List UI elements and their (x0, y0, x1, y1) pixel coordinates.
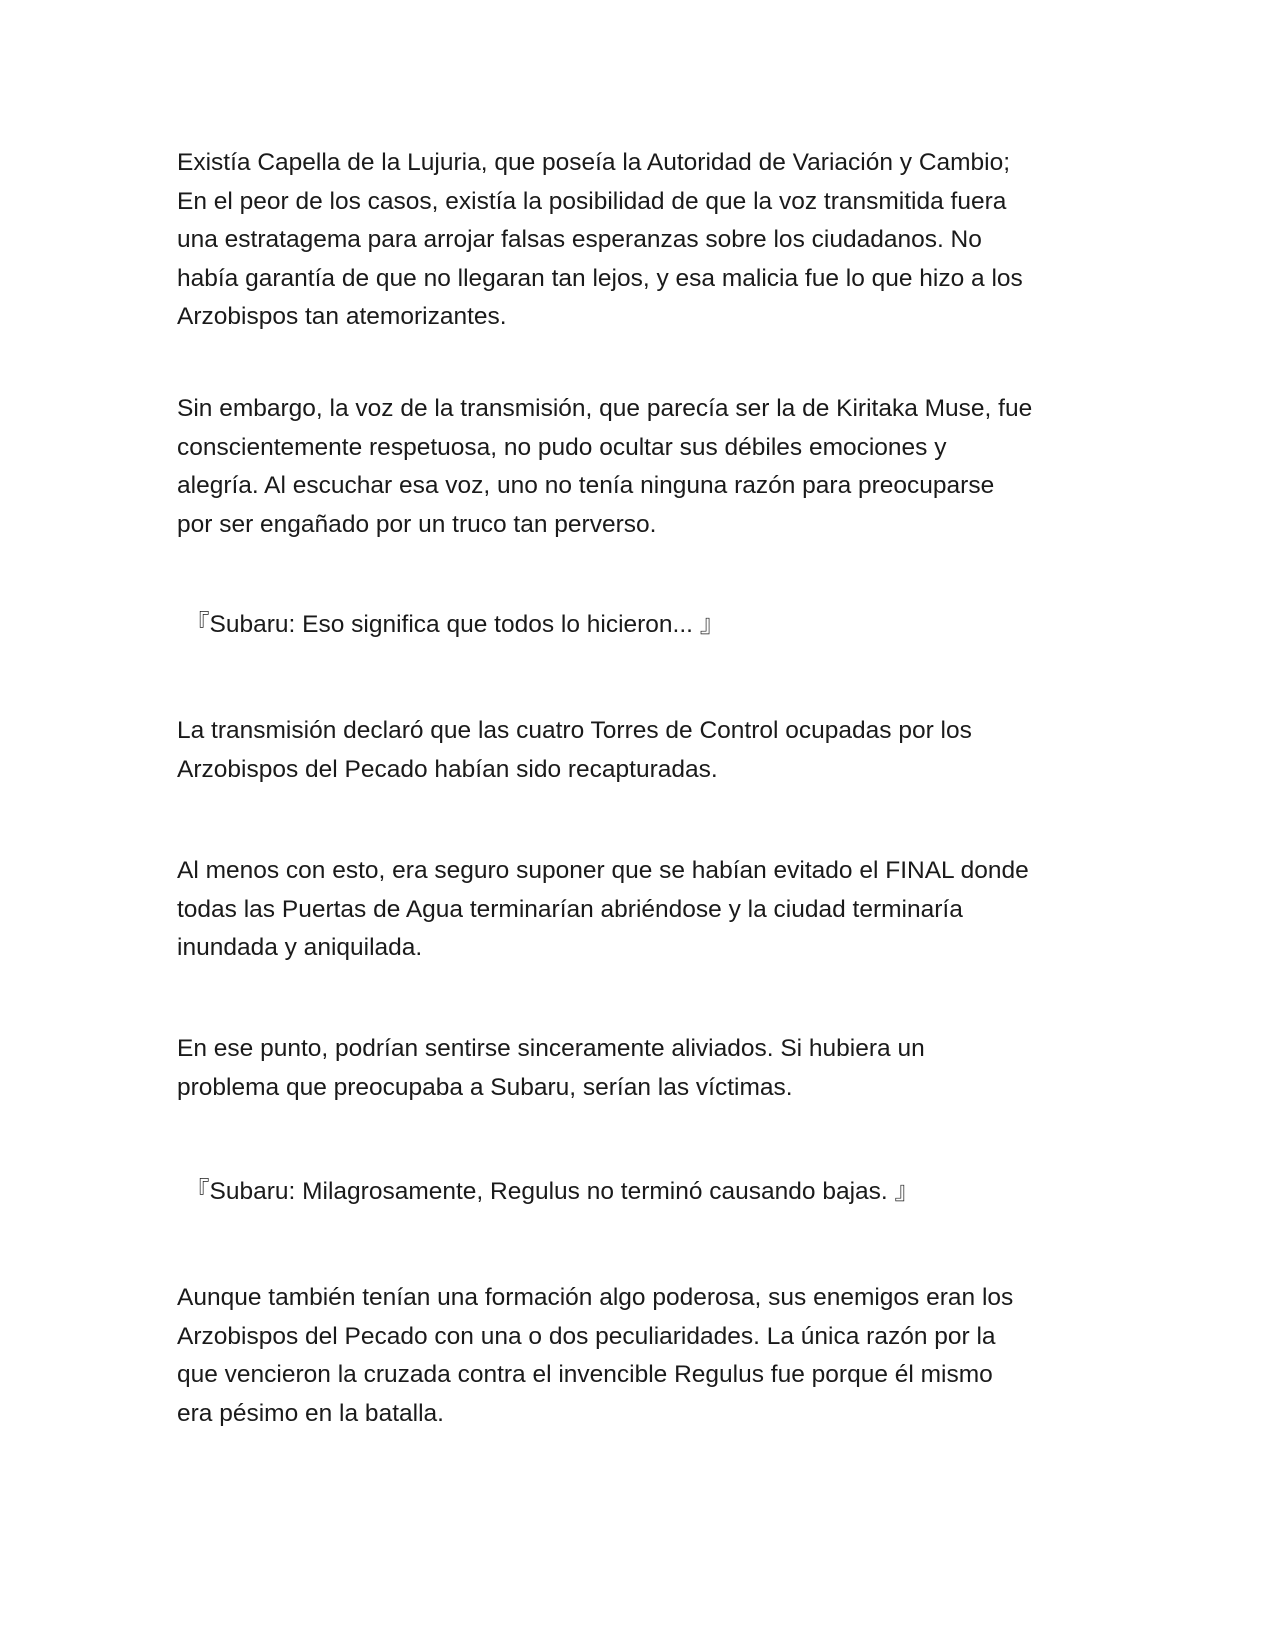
paragraph-capella: Existía Capella de la Lujuria, que poseía la Autoridad de Variación y Cambio; En el peor de los casos, existía la posibilidad de que la voz transmitida fuera una estratagema para arrojar falsas esperanzas sobre los ciudadanos. No había garantía de que no llegaran tan lejos, y esa malicia fue lo que hizo a los Arzobispos tan atemorizantes. (177, 149, 1023, 330)
dialogue-subaru-everyone: 『Subaru: Eso significa que todos lo hicieron... 』 (185, 611, 725, 638)
paragraph-water-gates: Al menos con esto, era seguro suponer que se habían evitado el FINAL donde todas las Puertas de Agua terminarían abriéndose y la ciudad terminaría inundada y aniquilada. (177, 857, 1029, 961)
dialogue-subaru-regulus: 『Subaru: Milagrosamente, Regulus no terminó causando bajas. 』 (185, 1178, 920, 1205)
paragraph-relief: En ese punto, podrían sentirse sinceramente aliviados. Si hubiera un problema que preocupaba a Subaru, serían las víctimas. (177, 1035, 925, 1101)
paragraph-archbishops: Aunque también tenían una formación algo poderosa, sus enemigos eran los Arzobispos del Pecado con una o dos peculiaridades. La única razón por la que vencieron la cruzada contra el invencible Regulus fue porque él mismo era pésimo en la batalla. (177, 1284, 1014, 1427)
paragraph-broadcast-voice: Sin embargo, la voz de la transmisión, que parecía ser la de Kiritaka Muse, fue conscientemente respetuosa, no pudo ocultar sus débiles emociones y alegría. Al escuchar esa voz, uno no tenía ninguna razón para preocuparse por ser engañado por un truco tan perverso. (177, 395, 1033, 538)
paragraph-control-towers: La transmisión declaró que las cuatro Torres de Control ocupadas por los Arzobispos del Pecado habían sido recapturadas. (177, 717, 972, 783)
